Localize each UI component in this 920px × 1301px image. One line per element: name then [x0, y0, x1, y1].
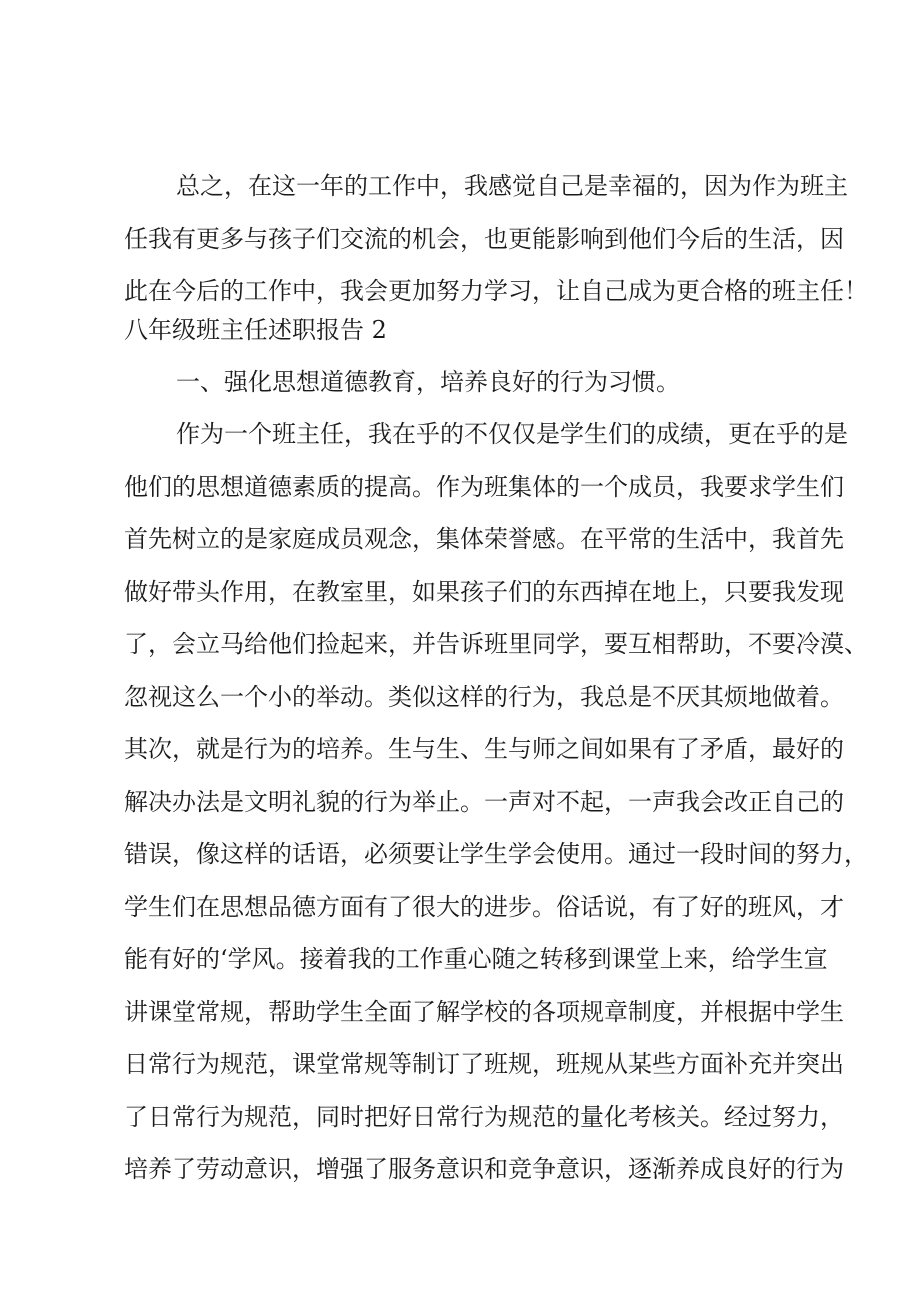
section-heading: 八年级班主任述职报告 2 [124, 316, 387, 344]
paragraph-line: 他们的思想道德素质的提高。作为班集体的一个成员，我要求学生们 [124, 473, 844, 501]
paragraph-line: 任我有更多与孩子们交流的机会，也更能影响到他们今后的生活，因 [124, 225, 844, 253]
paragraph-line: 总之，在这一年的工作中，我感觉自己是幸福的，因为作为班主 [176, 172, 848, 200]
paragraph-line: 解决办法是文明礼貌的行为举止。一声对不起，一声我会改正自己的 [124, 788, 844, 816]
paragraph-line: 讲课堂常规，帮助学生全面了解学校的各项规章制度，并根据中学生 [124, 998, 844, 1026]
paragraph-line: 此在今后的工作中，我会更加努力学习，让自己成为更合格的班主任！ [124, 277, 868, 305]
paragraph-line: 能有好的‘学风。接着我的工作重心随之转移到课堂上来，给学生宣 [124, 945, 828, 973]
paragraph-line: 培养了劳动意识，增强了服务意识和竞争意识，逐渐养成良好的行为 [124, 1155, 844, 1183]
paragraph-line: 首先树立的是家庭成员观念，集体荣誉感。在平常的生活中，我首先 [124, 525, 844, 553]
paragraph-line: 了日常行为规范，同时把好日常行为规范的量化考核关。经过努力， [124, 1103, 844, 1131]
paragraph-line: 忽视这么一个小的举动。类似这样的行为，我总是不厌其烦地做着。 [124, 683, 844, 711]
paragraph-line: 错误，像这样的话语，必须要让学生学会使用。通过一段时间的努力， [124, 840, 868, 868]
paragraph-line: 做好带头作用，在教室里，如果孩子们的东西掉在地上，只要我发现 [124, 578, 844, 606]
paragraph-line: 其次，就是行为的培养。生与生、生与师之间如果有了矛盾，最好的 [124, 735, 844, 763]
paragraph-line: 日常行为规范，课堂常规等制订了班规，班规从某些方面补充并突出 [124, 1050, 844, 1078]
paragraph-line: 了，会立马给他们捡起来，并告诉班里同学，要互相帮助，不要冷漠、 [124, 630, 868, 658]
subsection-heading: 一、强化思想道德教育，培养良好的行为习惯。 [176, 368, 680, 396]
paragraph-line: 学生们在思想品德方面有了很大的进步。俗话说，有了好的班风，才 [124, 893, 844, 921]
paragraph-line: 作为一个班主任，我在乎的不仅仅是学生们的成绩，更在乎的是 [176, 420, 848, 448]
